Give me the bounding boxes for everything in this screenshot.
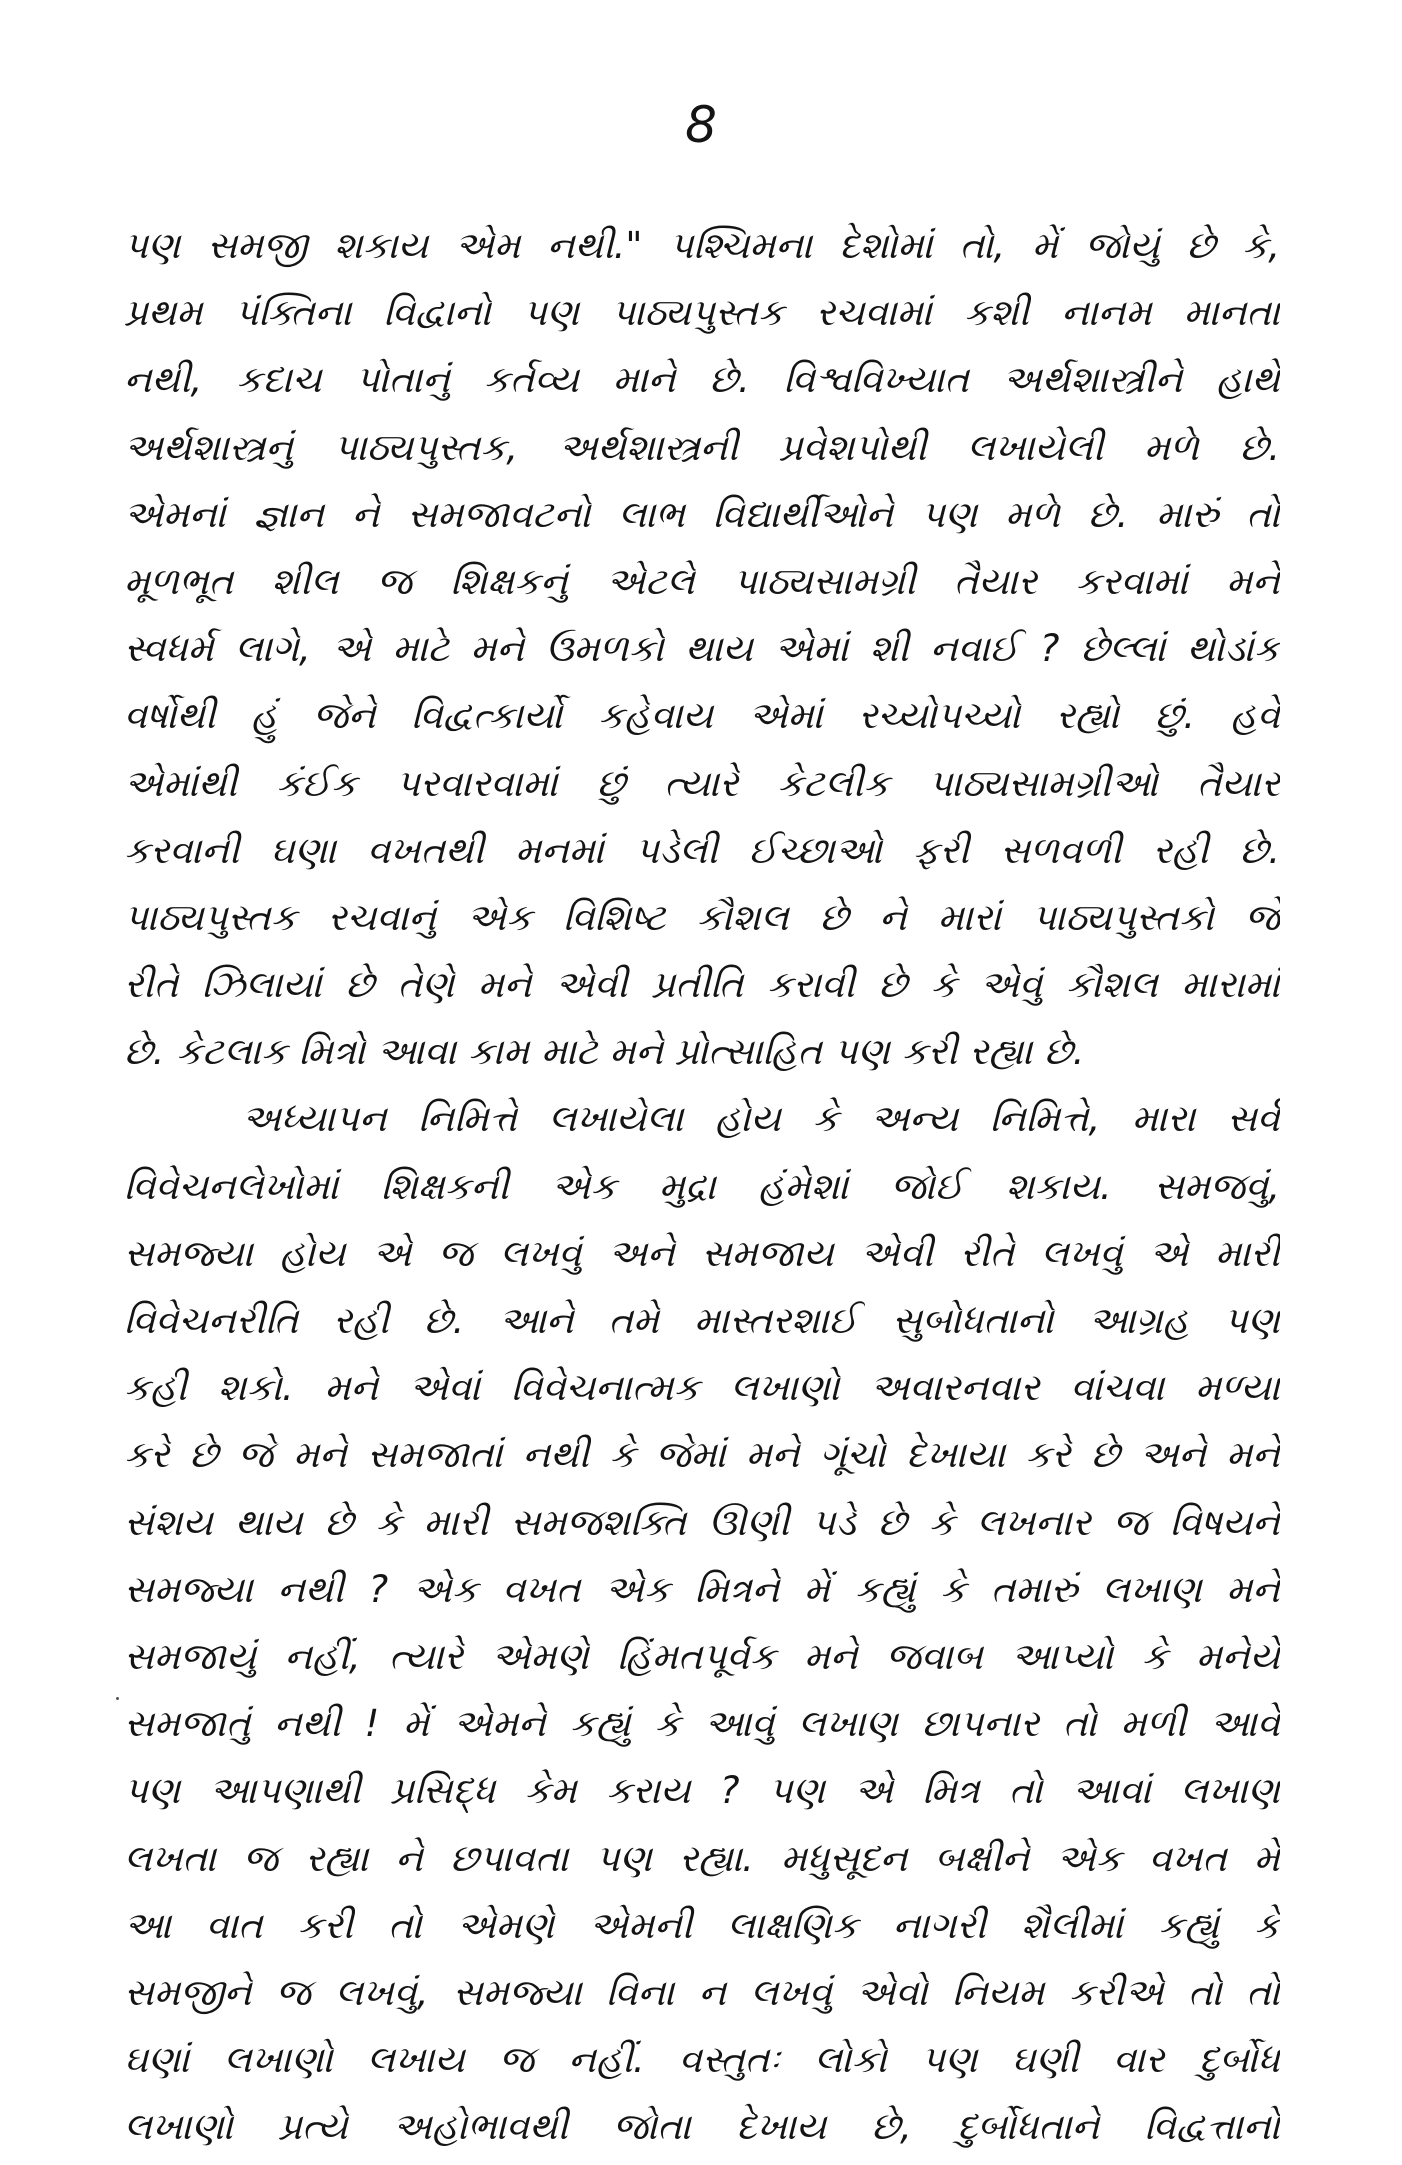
text-line: સમજાતું નથી ! મેં એમને કહ્યું કે આવું લખાણ છાપનાર તો મળી આવે (124, 1702, 1280, 1746)
text-line: ઘણાં લખાણો લખાય જ નહીં. વસ્તુતઃ લોકો પણ ઘણી વાર દુર્બોધ (124, 2038, 1280, 2082)
page-number: 8 (685, 96, 717, 154)
text-line: વર્ષોથી હું જેને વિદ્વત્કાર્યો કહેવાય એમાં રચ્યોપચ્યો રહ્યો છું. હવે (124, 694, 1280, 738)
body-text (124, 212, 1280, 2160)
text-line: સમજાયું નહીં, ત્યારે એમણે હિંમતપૂર્વક મને જવાબ આપ્યો કે મનેયે (124, 1634, 1280, 1678)
text-line: સમજ્યા હોય એ જ લખવું અને સમજાય એવી રીતે લખવું એ મારી (124, 1231, 1280, 1275)
text-line: સમજીને જ લખવું, સમજ્યા વિના ન લખવું એવો નિયમ કરીએ તો તો (124, 1970, 1280, 2014)
text-line: પણ આપણાથી પ્રસિદ્ધ કેમ કરાય ? પણ એ મિત્ર તો આવાં લખાણ (124, 1769, 1280, 1813)
text-line: એમાંથી કંઈક પરવારવામાં છું ત્યારે કેટલીક પાઠ્યસામગ્રીઓ તૈયાર (124, 761, 1280, 805)
text-line: અર્થશાસ્ત્રનું પાઠ્યપુસ્તક, અર્થશાસ્ત્રની પ્રવેશપોથી લખાયેલી મળે છે. (124, 425, 1280, 469)
text-line: વિવેચનરીતિ રહી છે. આને તમે માસ્તરશાઈ સુબોધતાનો આગ્રહ પણ (124, 1299, 1280, 1342)
text-line: કરે છે જે મને સમજાતાં નથી કે જેમાં મને ગૂંચો દેખાયા કરે છે અને મને (124, 1433, 1280, 1477)
margin-speck (116, 1697, 119, 1700)
text-line: લખાણો પ્રત્યે અહોભાવથી જોતા દેખાય છે, દુર્બોધતાને વિદ્વત્તાનો (124, 2105, 1280, 2149)
text-line: કહી શકો. મને એવાં વિવેચનાત્મક લખાણો અવારનવાર વાંચવા મળ્યા (124, 1366, 1280, 1410)
text-line: છે. કેટલાક મિત્રો આવા કામ માટે મને પ્રોત્સાહિત પણ કરી રહ્યા છે. (124, 1030, 1085, 1074)
text-line: નથી, કદાચ પોતાનું કર્તવ્ય માને છે. વિશ્વવિખ્યાત અર્થશાસ્ત્રીને હાથે (124, 358, 1280, 402)
text-line: સ્વધર્મ લાગે, એ માટે મને ઉમળકો થાય એમાં શી નવાઈ ? છેલ્લાં થોડાંક (124, 627, 1280, 671)
text-line: આ વાત કરી તો એમણે એમની લાક્ષણિક નાગરી શૈલીમાં કહ્યું કે (124, 1903, 1280, 1947)
text-line: સમજ્યા નથી ? એક વખત એક મિત્રને મેં કહ્યું કે તમારું લખાણ મને (124, 1567, 1280, 1611)
text-line: મૂળભૂત શીલ જ શિક્ષકનું એટલે પાઠ્યસામગ્રી તૈયાર કરવામાં મને (124, 559, 1280, 603)
text-line: રીતે ઝિલાયાં છે તેણે મને એવી પ્રતીતિ કરાવી છે કે એવું કૌશલ મારામાં (124, 963, 1280, 1007)
text-line: કરવાની ઘણા વખતથી મનમાં પડેલી ઈચ્છાઓ ફરી સળવળી રહી છે. (124, 828, 1280, 872)
text-line: વિવેચનલેખોમાં શિક્ષકની એક મુદ્રા હંમેશાં જોઈ શકાય. સમજવું, (124, 1164, 1280, 1208)
text-line: પણ સમજી શકાય એમ નથી." પશ્ચિમના દેશોમાં તો, મેં જોયું છે કે, (124, 224, 1280, 267)
text-line: લખતા જ રહ્યા ને છપાવતા પણ રહ્યા. મધુસૂદન બક્ષીને એક વખત મેં (124, 1836, 1280, 1880)
text-line: પ્રથમ પંક્તિના વિદ્વાનો પણ પાઠ્યપુસ્તક રચવામાં કશી નાનમ માનતા (124, 291, 1280, 335)
text-line: એમનાં જ્ઞાન ને સમજાવટનો લાભ વિદ્યાર્થીઓને પણ મળે છે. મારું તો (124, 492, 1280, 536)
text-line: પાઠ્યપુસ્તક રચવાનું એક વિશિષ્ટ કૌશલ છે ને મારાં પાઠ્યપુસ્તકો જે (124, 895, 1280, 939)
text-line: સંશય થાય છે કે મારી સમજશક્તિ ઊણી પડે છે કે લખનાર જ વિષયને (124, 1500, 1280, 1544)
paragraph-first-line: અધ્યાપન નિમિત્તે લખાયેલા હોય કે અન્ય નિમિત્તે, મારા સર્વ (242, 1097, 1280, 1141)
